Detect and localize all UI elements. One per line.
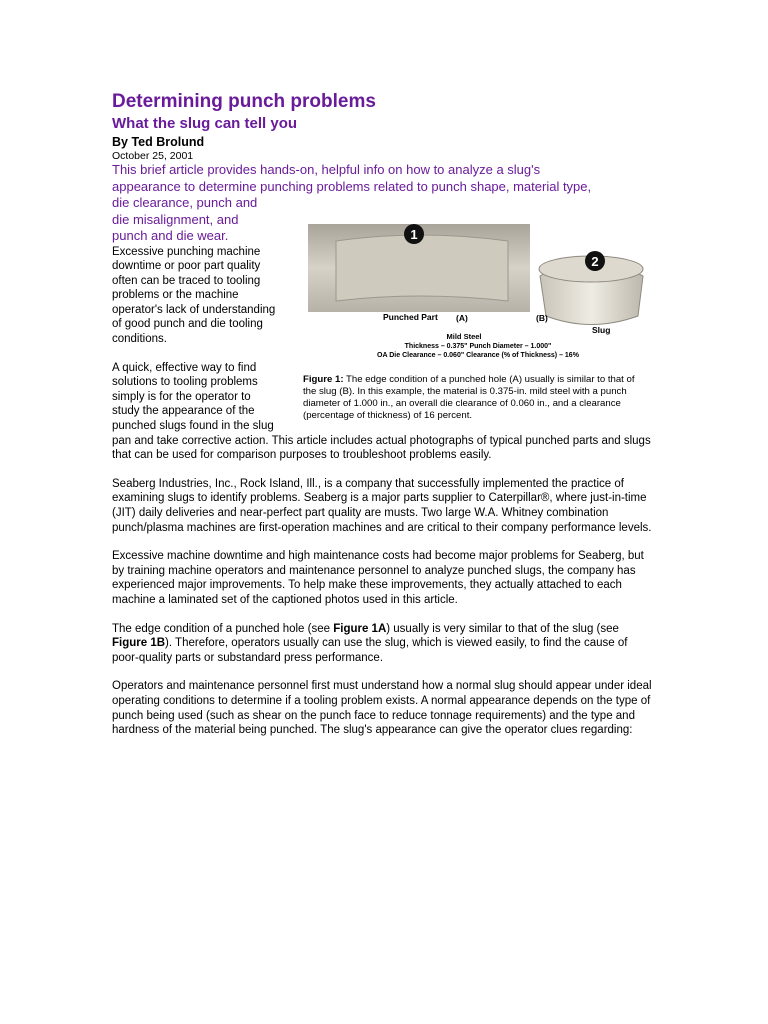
deck-line: appearance to determine punching problems related to punch shape, material type, [112, 178, 592, 194]
deck-line: die misalignment, and [112, 211, 239, 227]
registered-mark: ® [540, 492, 550, 505]
badge-2-label: 2 [591, 254, 599, 269]
figure-photo [308, 221, 658, 361]
spec-line-2: OA Die Clearance – 0.060" Clearance (% of Thickness) – 16% [377, 352, 579, 359]
figure-1 [308, 221, 658, 361]
text-line: often can be traced to tooling [112, 274, 261, 287]
text-line: study the appearance of the [112, 405, 255, 418]
label-punched-part: Punched Part [383, 312, 438, 322]
text-run: ) usually is very similar to that of the slug (see [386, 622, 619, 635]
paragraph-6: Operators and maintenance personnel first must understand how a normal slug should appear under ideal operating conditions to determine if a tooling problem exists. A normal appearance depends on the type of punch being used (such as shear on the punch face to reduce tonnage requirements) and the type and hardness of the material being punched. The slug's appearance can give the operator clues regarding: [112, 680, 652, 737]
article-subtitle: What the slug can tell you [112, 115, 298, 132]
paragraph-1 [112, 245, 302, 347]
label-mild-steel: Mild Steel [446, 332, 482, 341]
punched-hole-edge [336, 235, 508, 301]
figure-reference: Figure 1A [333, 622, 387, 635]
badge-1-label: 1 [410, 227, 418, 242]
publish-date: October 25, 2001 [112, 150, 194, 162]
caption-text: The edge condition of a punched hole (A) usually is similar to that of the slug (B). In this example, the material is 0.375-in. mild steel with a punch diameter of 1.000 in., an overall die clearance of 0.060 in., and a clearance (percentage of thickness) of 16 percent. [303, 374, 635, 421]
text-line: conditions. [112, 333, 167, 346]
article-title: Determining punch problems [112, 91, 376, 112]
text-run: ). Therefore, operators usually can use the slug, which is viewed easily, to find the cause of poor-quality parts or substandard press performance. [112, 637, 628, 664]
paragraph-4: Excessive machine downtime and high maintenance costs had become major problems for Seaberg, but by training machine operators and maintenance personnel to analyze punched slugs, the company has experienced major improvements. To help make these improvements, they actually attached to each machine a laminated set of the captioned photos used in this article. [112, 550, 644, 606]
text-line: A quick, effective way to find [112, 361, 257, 374]
text-line: solutions to tooling problems [112, 376, 258, 389]
paragraph-3 [112, 477, 657, 535]
caption-label: Figure 1: [303, 374, 344, 385]
text-run: , where just-in-time (JIT) daily deliveries and near-perfect part quality are musts. Two large W.A. Whitney combination punch/plasma machines are first-operation machines and are critical to their company performance levels. [112, 492, 652, 534]
label-a: (A) [456, 313, 468, 323]
paragraph-5 [112, 622, 657, 666]
deck-line: die clearance, punch and [112, 195, 258, 210]
text-line: simply is for the operator to [112, 390, 251, 403]
text-line: downtime or poor part quality [112, 260, 261, 273]
figure-1-caption [303, 374, 643, 422]
deck-line: punch and die wear. [112, 228, 229, 243]
byline: By Ted Brolund [112, 135, 205, 149]
text-line: of good punch and die tooling [112, 318, 263, 331]
article [112, 91, 657, 738]
text-block: pan and take corrective action. This article includes actual photographs of typical punched parts and slugs that can be used for comparison purposes to troubleshoot problems easily. [112, 434, 651, 462]
punched-part-and-slug-illustration [308, 221, 658, 361]
label-b: (B) [536, 313, 548, 323]
spec-line-1: Thickness – 0.375" Punch Diameter – 1.000" [404, 343, 552, 350]
text-line: operator's lack of understanding [112, 303, 276, 316]
text-line: Excessive punching machine [112, 245, 261, 258]
text-line: punched slugs found in the slug [112, 420, 274, 433]
deck-line: This brief article provides hands-on, helpful info on how to analyze a slug's [112, 162, 541, 177]
label-slug: Slug [592, 325, 611, 335]
text-run: Seaberg Industries, Inc., Rock Island, Ill., is a company that successfully implemented the practice of examining slugs to identify problems. Seaberg is a major parts supplier to Caterpillar [112, 477, 624, 505]
text-run: The edge condition of a punched hole (see [112, 622, 334, 635]
text-line: problems or the machine [112, 289, 239, 302]
figure-reference: Figure 1B [112, 637, 166, 650]
